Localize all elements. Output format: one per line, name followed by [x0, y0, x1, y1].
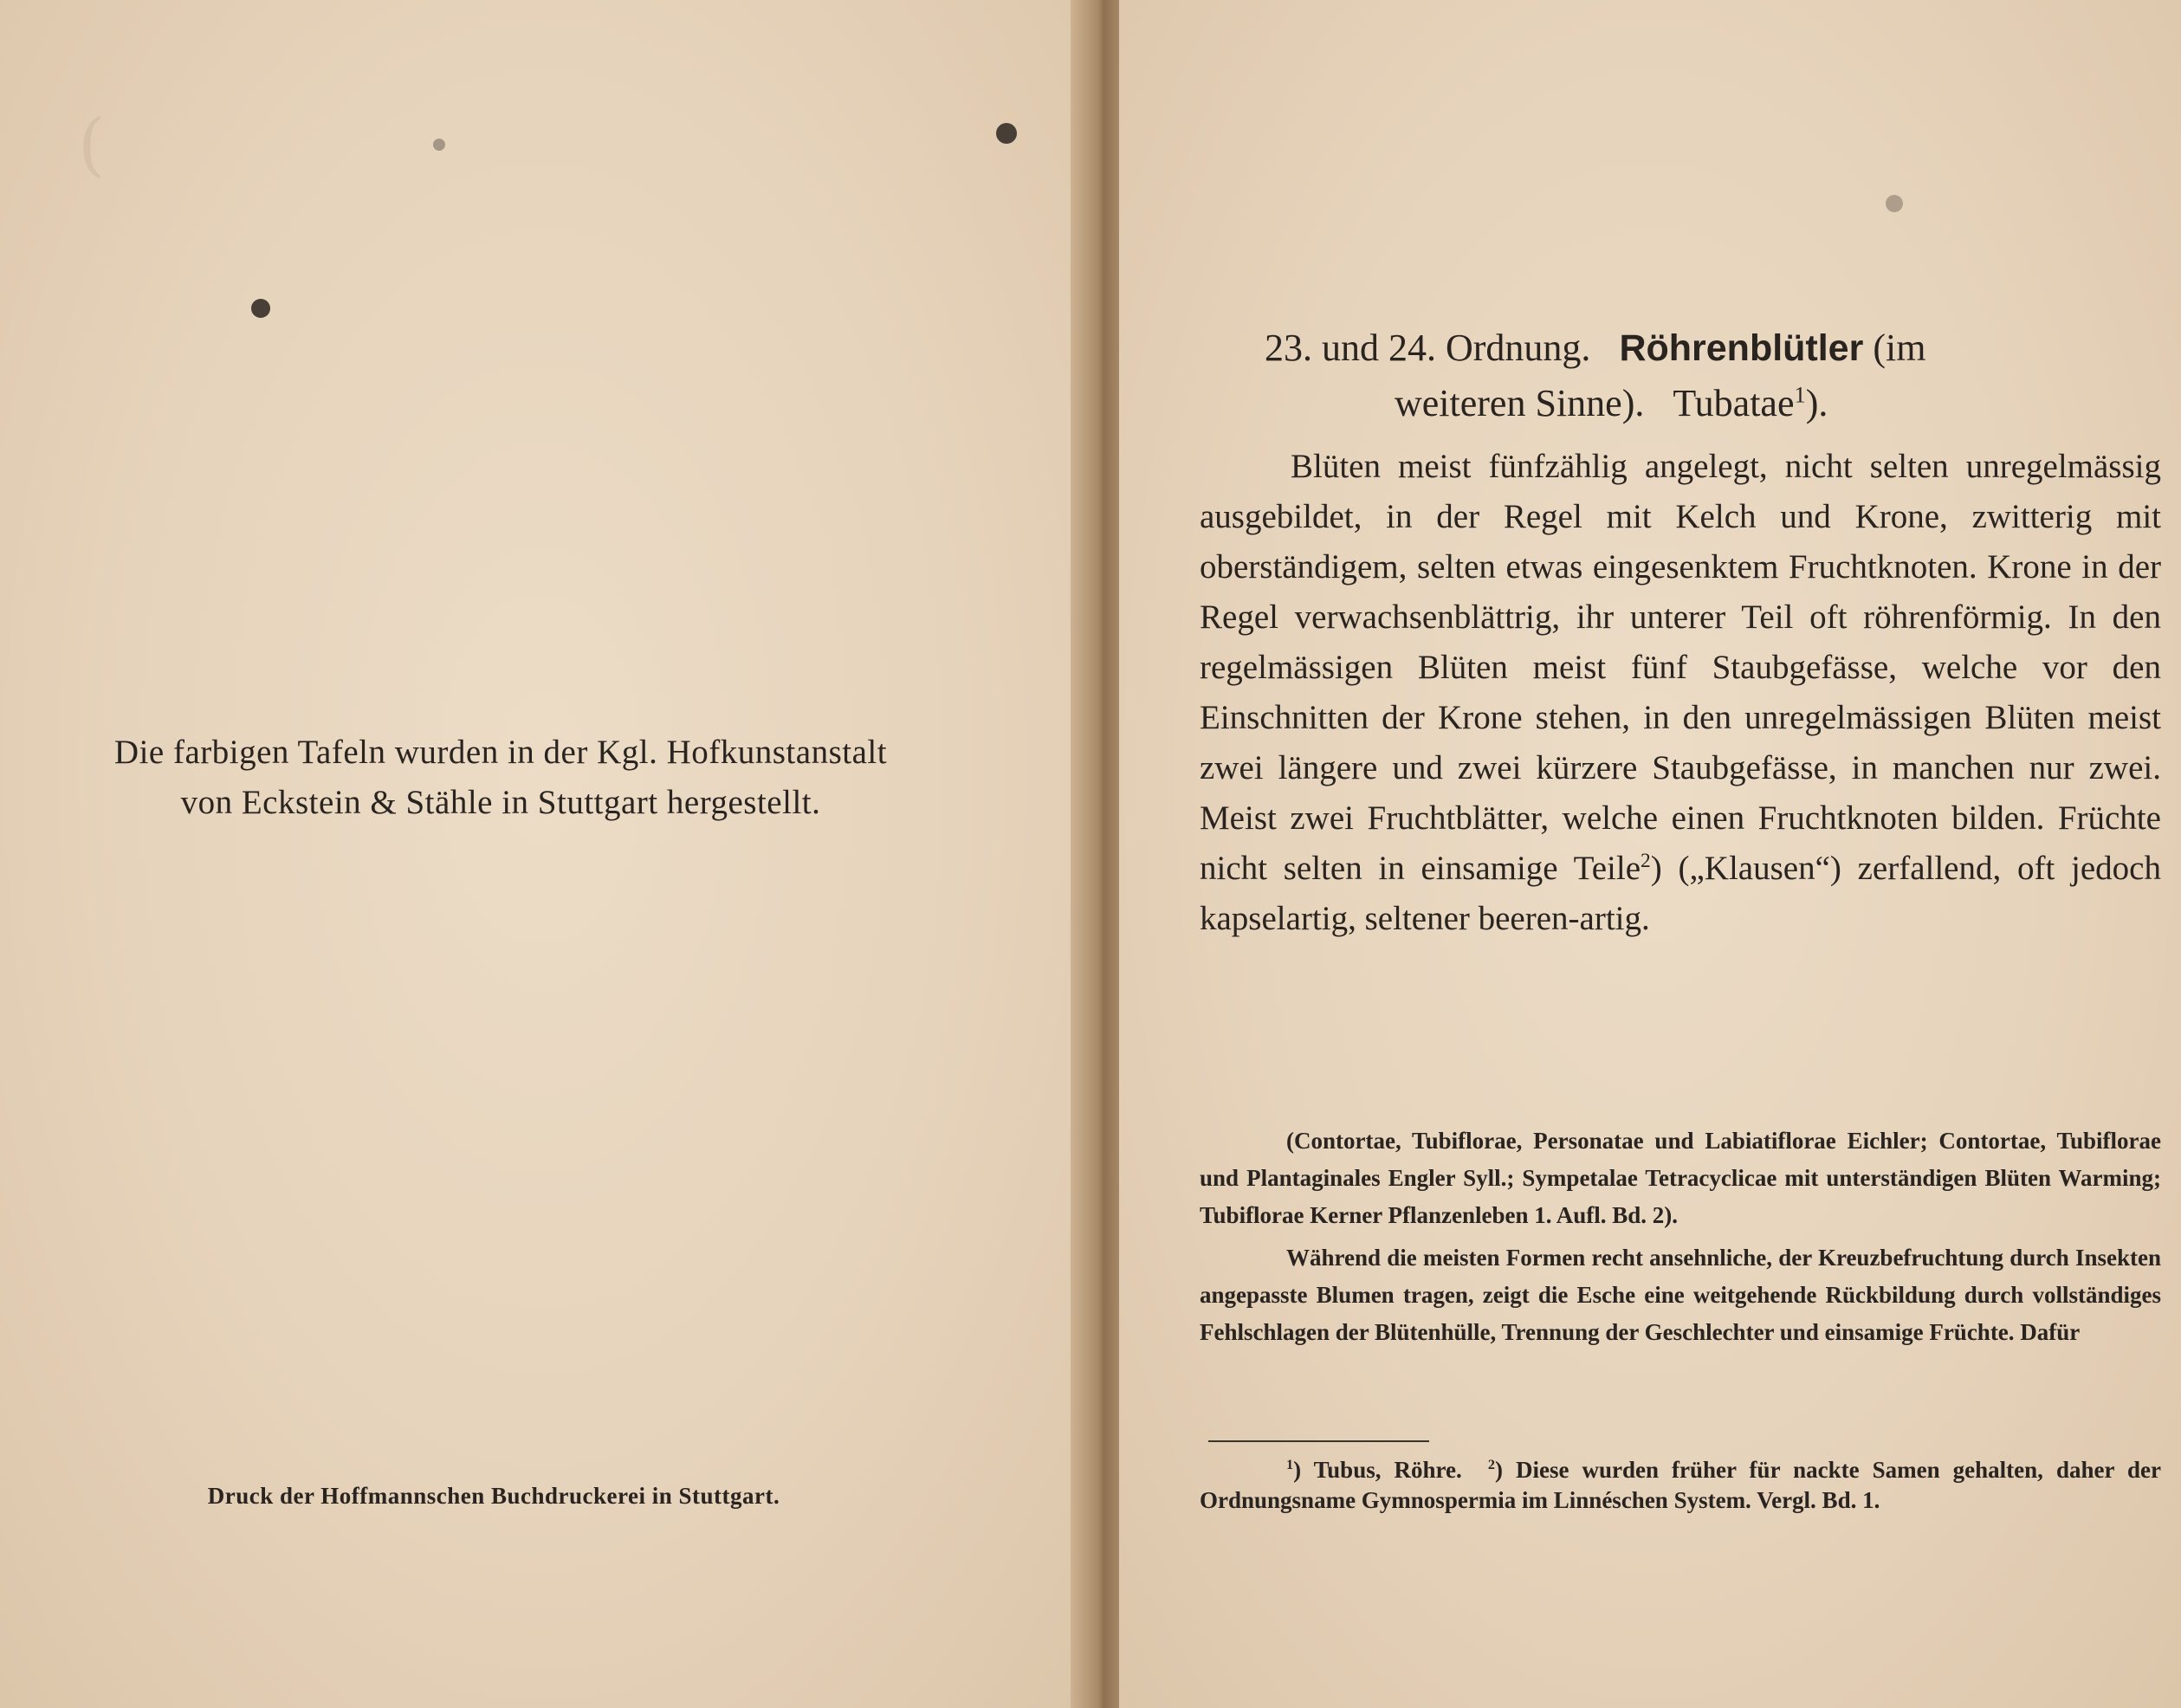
heading-qualifier: weiteren Sinne). — [1395, 382, 1645, 424]
footnote-mark: 1 — [1286, 1457, 1294, 1472]
printer-imprint: Druck der Hoffmannschen Buchdruckerei in Stuttgart. — [207, 1483, 780, 1509]
footnotes — [1200, 1455, 2161, 1516]
footnote-mark: 2 — [1487, 1457, 1495, 1472]
heading-paren-close: ). — [1805, 382, 1828, 424]
footnote-ref: 2 — [1641, 850, 1651, 872]
credit-line: Die farbigen Tafeln wurden in der Kgl. Hofkunstanstalt — [113, 734, 888, 771]
ink-spot — [433, 139, 445, 151]
heading-paren-open: (im — [1873, 327, 1926, 369]
section-heading — [1265, 320, 2131, 431]
bleed-through-mark: ( — [78, 104, 106, 184]
footnote-text: ) Diese wurden früher für nackte Samen gehalten, daher der Ordnungsname Gymnospermia im Linnéschen System. Vergl. Bd. 1. — [1200, 1457, 2161, 1513]
credit-line: von Eckstein & Stähle in Stuttgart hergestellt. — [180, 784, 821, 821]
order-number: 23. und 24. Ordnung. — [1265, 327, 1591, 369]
small-print-notes — [1200, 1122, 2161, 1351]
synonyms-paragraph: (Contortae, Tubiflorae, Personatae und Labiatiflorae Eichler; Contortae, Tubiflorae und Plantaginales Engler Syll.; Sympetalae Tetracyclicae mit unterständigen Blüten Warming; Tubiflorae Kerner Pflanzenleben 1. Aufl. Bd. 2). — [1200, 1128, 2161, 1228]
ink-spot — [251, 299, 270, 318]
footnote-divider — [1208, 1440, 1429, 1442]
remark-paragraph: Während die meisten Formen recht ansehnliche, der Kreuzbefruchtung durch Insekten angepasste Blumen tragen, zeigt die Esche eine weitgehende Rückbildung durch vollständiges Fehlschlagen der Blütenhülle, Trennung der Geschlechter und einsamige Früchte. Dafür — [1200, 1245, 2161, 1345]
left-page — [0, 0, 1083, 1708]
latin-name: Tubatae — [1673, 382, 1795, 424]
color-plates-credit — [7, 728, 994, 828]
description-text: Blüten meist fünfzählig angelegt, nicht selten unregelmässig ausgebildet, in der Regel mit Kelch und Krone, zwitterig mit oberständigem, selten etwas eingesenktem Fruchtknoten. Krone in der Regel verwachsenblättrig, ihr unterer Teil oft röhrenförmig. In den regelmässigen Blüten meist fünf Staubgefässe, welche vor den Einschnitten der Krone stehen, in den unregelmässigen Blüten meist zwei längere und zwei kürzere Staubgefässe, in manchen nur zwei. Meist zwei Fruchtblätter, welche einen Fruchtknoten bilden. Früchte nicht selten in einsamige Teile — [1200, 448, 2161, 887]
ink-spot — [1886, 195, 1903, 212]
ink-spot — [996, 123, 1017, 144]
description-paragraph — [1200, 442, 2161, 944]
footnote-text: ) Tubus, Röhre. — [1293, 1457, 1462, 1483]
footnote-ref: 1 — [1794, 381, 1806, 408]
family-name: Röhrenblütler — [1619, 327, 1864, 369]
description-text-end: ) („Klausen“) zerfallend, oft jedoch kapselartig, seltener beeren-artig. — [1200, 850, 2161, 937]
